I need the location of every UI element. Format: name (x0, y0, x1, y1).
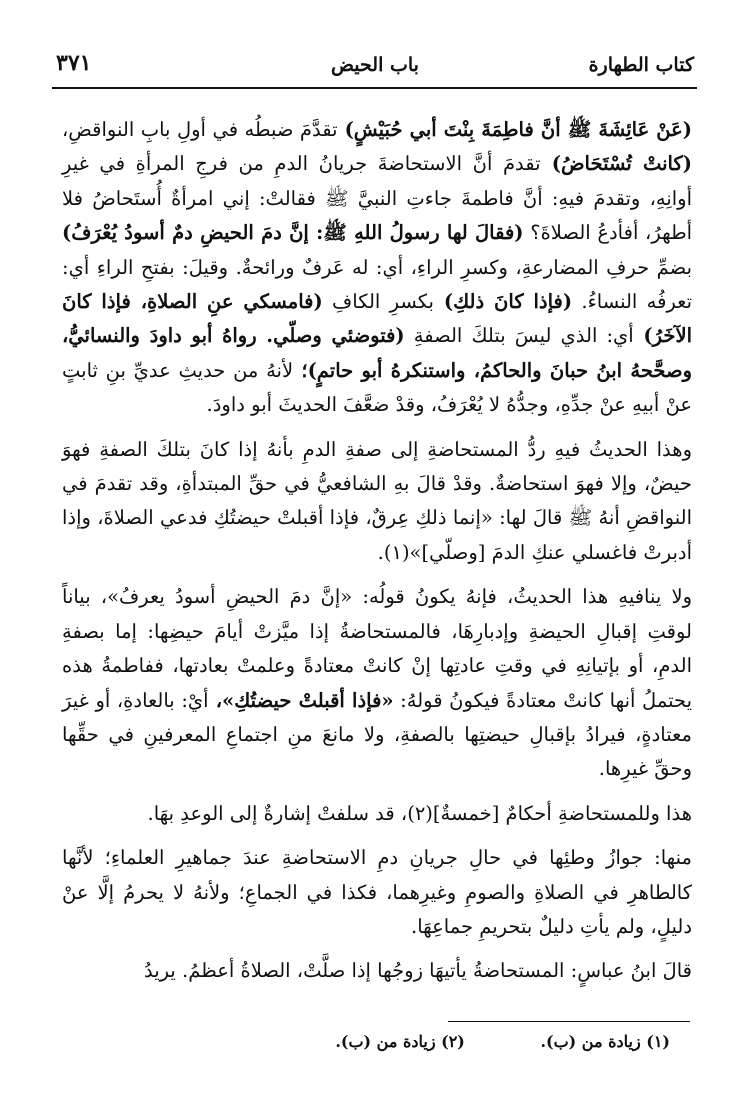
footnote-1: (١) زيادة من (ب). (540, 1032, 670, 1051)
commentary-text: وهذا الحديثُ فيهِ ردُّ المستحاضةِ إلى صفةِ الدمِ بأنهُ إذا كانَ بتلكَ الصفةِ فهوَ حيضٌ، وإلا فهوَ استحاضةٌ. وقدْ قالَ بهِ الشافعيُّ في حقِّ المبتدأةِ، وقد تقدمَ في النواقضِ أنهُ ﷺ قالَ لها: «إنما ذلكِ عِرقٌ، فإذا أقبلتْ حيضتُكِ فدعي الصلاةَ، وإذا أدبرتْ فاغسلي عنكِ الدمَ [وصلّي]»(١). (62, 437, 692, 564)
book-title: كتاب الطهارة (588, 54, 694, 76)
paragraph (62, 433, 692, 571)
paragraph (62, 797, 692, 831)
commentary-text: هذا وللمستحاضةِ أحكامٌ [خمسةٌ](٢)، قد سلفتْ إشارةٌ إلى الوعدِ بهَا. (147, 801, 692, 825)
quoted-hadith-text: (فتوضئي وصلّي. رواهُ أبو داودَ والنسائيُّ، وصحَّحهُ ابنُ حبانَ والحاكمُ، واستنكرهُ أبو حاتمٍ)؛ (62, 324, 692, 382)
page-header (56, 46, 694, 90)
chapter-title: باب الحيض (331, 54, 419, 76)
quoted-hadith-text: (عَنْ عَائِشَةَ ﷺ أنَّ فاطِمَةَ بِنْتَ أبي حُبَيْشٍ) (337, 118, 692, 141)
commentary-text: بضمِّ حرفِ المضارعةِ، وكسرِ الراءِ، أي: له عَرفٌ ورائحةٌ. وقيلَ: بفتحِ الراءِ أي: تعرفُه النساءُ. (62, 255, 693, 314)
commentary-text: تقدَّمَ ضبطُه في أولِ بابِ النواقضِ، (62, 118, 338, 141)
paragraph (62, 113, 692, 423)
quoted-hadith-text: (فقالَ لها رسولُ اللهِ ﷺ: إنَّ دمَ الحيضِ دمٌ أسودُ يُعْرَفُ) (62, 221, 524, 245)
commentary-text: تقدمَ أنَّ الاستحاضةَ جريانُ الدمِ من فرجِ المرأةِ في غيرِ أوانِهِ، وتقدمَ فيهِ: أنَّ فاطمةَ جاءتِ النبيَّ ﷺ فقالتْ: إني امرأةٌ أُستَحاضُ فلا أطهرُ، أفأدعُ الصلاةَ؟ (62, 152, 693, 245)
paragraph (62, 954, 692, 988)
footnote-rule (448, 1021, 690, 1022)
quoted-hadith-text: «فإذا أقبلتْ حيضتُكِ»، (208, 688, 394, 712)
paragraph (62, 841, 692, 944)
paragraph (62, 580, 692, 786)
commentary-text: ولا ينافيهِ هذا الحديثُ، فإنهُ يكونُ قولُه: «إنَّ دمَ الحيضِ أسودُ يعرفُ»، بياناً لوقتِ إقبالِ الحيضةِ وإدبارِهَا، فالمستحاضةُ إذا ميَّزتْ أيامَ حيضِها: إما بصفةِ الدمِ، أو بإتيانِهِ في وقتِ عادتِها إنْ كانتْ معتادةً وعلمتْ بعادتها، ففاطمةُ هذه يحتملُ أنها كانتْ معتادةً فيكونُ قولهُ: (62, 585, 692, 712)
footnote-2: (٢) زيادة من (ب). (335, 1032, 465, 1051)
quoted-hadith-text: (كانتْ تُسْتَحَاضُ) (540, 152, 692, 176)
page-body (62, 113, 692, 999)
footnotes (62, 1032, 670, 1051)
commentary-text: أيْ: بالعادةِ، أو غيرَ معتادةٍ، فيرادُ بإقبالِ حيضتِها بالصفةِ، ولا مانعَ منِ اجتماعِ المعرفينِ في حقِّها وحقِّ غيرِها. (62, 688, 692, 781)
commentary-text: قالَ ابنُ عباسٍ: المستحاضةُ يأتيهَا زوجُها إذا صلَّتْ، الصلاةُ أعظمُ. يريدُ (144, 959, 692, 983)
commentary-text: منها: جوازُ وطئِها في حالِ جريانِ دمِ الاستحاضةِ عندَ جماهيرِ العلماءِ؛ لأنَّها كالطاهرِ في الصلاةِ والصومِ وغيرِهما، فكذا في الجماعِ؛ ولأنهُ لا يحرمُ إلَّا عنْ دليلٍ، ولم يأتِ دليلٌ بتحريمِ جماعِهَا. (62, 846, 692, 938)
commentary-text: بكسرِ الكافِ (322, 290, 434, 314)
quoted-hadith-text: (فامسكي عنِ الصلاةِ، فإذا كانَ الآخَرُ) (62, 290, 692, 348)
quoted-hadith-text: (فإذا كانَ ذلكِ) (433, 290, 573, 314)
header-rule (52, 87, 697, 89)
commentary-text: لأنهُ من حديثِ عديِّ بنِ ثابتٍ عنْ أبيهِ عنْ جدِّهِ، وجدُّهُ لا يُعْرَفُ، وقدْ ضعَّفَ الحديثَ أبو داودَ. (62, 358, 692, 417)
commentary-text: أي: الذي ليسَ بتلكَ الصفةِ (404, 324, 634, 348)
page-number: ٣٧١ (56, 50, 92, 76)
